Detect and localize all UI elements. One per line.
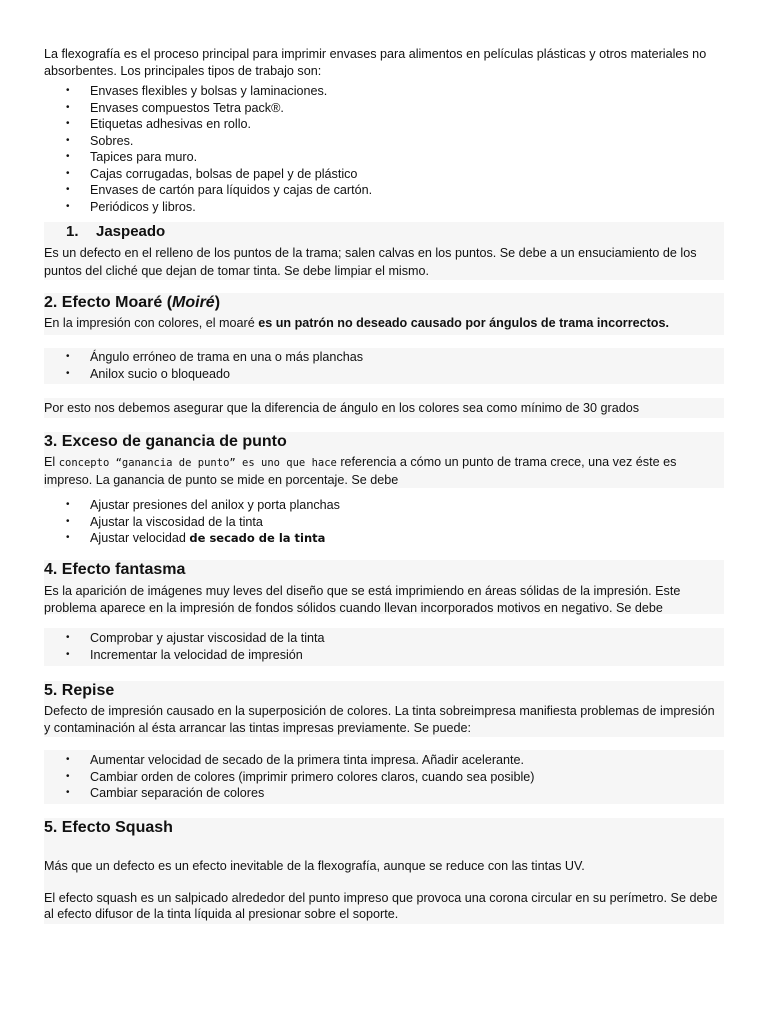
ganancia-paragraph: El concepto “ganancia de punto” es uno que hace referencia a cómo un punto de trama crece, una vez éste es impreso. La ganancia de punto se mide en porcentaje. Se debe	[44, 455, 677, 487]
section-heading: 1. Jaspeado	[66, 223, 166, 240]
list-item: • Ángulo erróneo de trama en una o más planchas	[66, 350, 364, 364]
bullet-icon: •	[66, 515, 70, 527]
ganancia-section	[44, 432, 724, 488]
list-item: • Ajustar presiones del anilox y porta planchas	[66, 498, 340, 512]
bullet-icon: •	[66, 499, 70, 510]
bullet-icon: •	[66, 770, 70, 782]
list-item: • Cambiar separación de colores	[66, 786, 265, 800]
squash-section	[44, 818, 724, 924]
bullet-icon: •	[66, 118, 70, 129]
jaspeado-section	[44, 222, 724, 280]
jaspeado-paragraph: Es un defecto en el relleno de los puntos de la trama; salen calvas en los puntos. Se debe a un ensuciamiento de los puntos del cliché que dejan de tomar tinta. Se debe limpiar el mismo.	[44, 246, 697, 278]
fantasma-actions	[44, 628, 724, 666]
section-heading: 4. Efecto fantasma	[44, 561, 186, 578]
list-item: • Envases de cartón para líquidos y cajas de cartón.	[66, 183, 373, 197]
list-item: • Ajustar velocidad de secado de la tinta	[66, 531, 326, 545]
bullet-icon: •	[66, 754, 70, 765]
intro-paragraph: La flexografía es el proceso principal para imprimir envases para alimentos en películas plásticas y otros materiales no absorbentes. Los principales tipos de trabajo son:	[44, 47, 707, 78]
list-item: • Tapices para muro.	[66, 150, 198, 164]
repise-section	[44, 681, 724, 737]
repise-actions-list	[44, 750, 724, 802]
fantasma-section	[44, 560, 724, 614]
list-item: • Sobres.	[66, 133, 134, 148]
bullet-icon: •	[66, 367, 70, 379]
list-item: • Etiquetas adhesivas en rollo.	[66, 117, 252, 131]
squash-paragraph-1: Más que un defecto es un efecto inevitable de la flexografía, aunque se reduce con las tintas UV.	[44, 859, 585, 873]
squash-paragraph-2: El efecto squash es un salpicado alrededor del punto impreso que provoca una corona circular en su perímetro. Se debe al efecto difusor de la tinta líquida al presionar sobre el soporte.	[44, 890, 718, 921]
fantasma-paragraph: Es la aparición de imágenes muy leves del diseño que se está imprimiendo en áreas sólidas de la impresión. Este problema aparece en la impresión de fondos sólidos cuando llevan incorporados motivos en negativo. Se debe	[44, 584, 681, 615]
bullet-icon: •	[66, 200, 70, 212]
bullet-icon: •	[66, 648, 70, 660]
bullet-icon: •	[66, 184, 70, 195]
bullet-icon: •	[66, 787, 70, 798]
bullet-icon: •	[66, 167, 70, 179]
moare-note: Por esto nos debemos asegurar que la diferencia de ángulo en los colores sea como mínimo de 30 grados	[44, 398, 724, 418]
section-heading: 5. Repise	[44, 682, 115, 699]
ganancia-actions-list	[44, 497, 724, 547]
list-item: • Ajustar la viscosidad de la tinta	[66, 514, 263, 529]
section-heading: 2. Efecto Moaré (Moiré)	[44, 294, 221, 311]
moare-section	[44, 293, 724, 335]
repise-actions	[44, 750, 724, 804]
list-item: • Cambiar orden de colores (imprimir primero colores claros, cuando sea posible)	[66, 769, 535, 784]
bullet-icon: •	[66, 134, 70, 146]
list-item: • Cajas corrugadas, bolsas de papel y de plástico	[66, 166, 358, 181]
fantasma-actions-list	[44, 628, 724, 663]
moare-causes	[44, 348, 724, 384]
list-item: • Envases compuestos Tetra pack®.	[66, 100, 284, 115]
moare-paragraph: En la impresión con colores, el moaré es un patrón no deseado causado por ángulos de trama incorrectos.	[44, 316, 669, 330]
list-item: • Incrementar la velocidad de impresión	[66, 647, 303, 662]
intro-section	[44, 46, 724, 215]
list-item: • Aumentar velocidad de secado de la primera tinta impresa. Añadir acelerante.	[66, 753, 525, 767]
bullet-icon: •	[66, 351, 70, 362]
moare-causes-list	[44, 348, 724, 382]
section-heading: 3. Exceso de ganancia de punto	[44, 433, 287, 450]
list-item: • Anilox sucio o bloqueado	[66, 366, 231, 381]
bullet-icon: •	[66, 151, 70, 162]
section-heading: 5. Efecto Squash	[44, 819, 173, 836]
bullet-icon: •	[66, 632, 70, 643]
bullet-icon: •	[66, 532, 70, 543]
bullet-icon: •	[66, 85, 70, 96]
ganancia-actions	[44, 497, 724, 547]
list-item: • Envases flexibles y bolsas y laminaciones.	[66, 84, 328, 98]
work-types-list	[44, 83, 724, 215]
list-item: • Periódicos y libros.	[66, 199, 196, 214]
bullet-icon: •	[66, 101, 70, 113]
repise-paragraph: Defecto de impresión causado en la superposición de colores. La tinta sobreimpresa manifiesta problemas de impresión y contaminación al ésta arrancar las tintas impresas previamente. Se puede:	[44, 704, 715, 735]
list-item: • Comprobar y ajustar viscosidad de la tinta	[66, 631, 325, 645]
